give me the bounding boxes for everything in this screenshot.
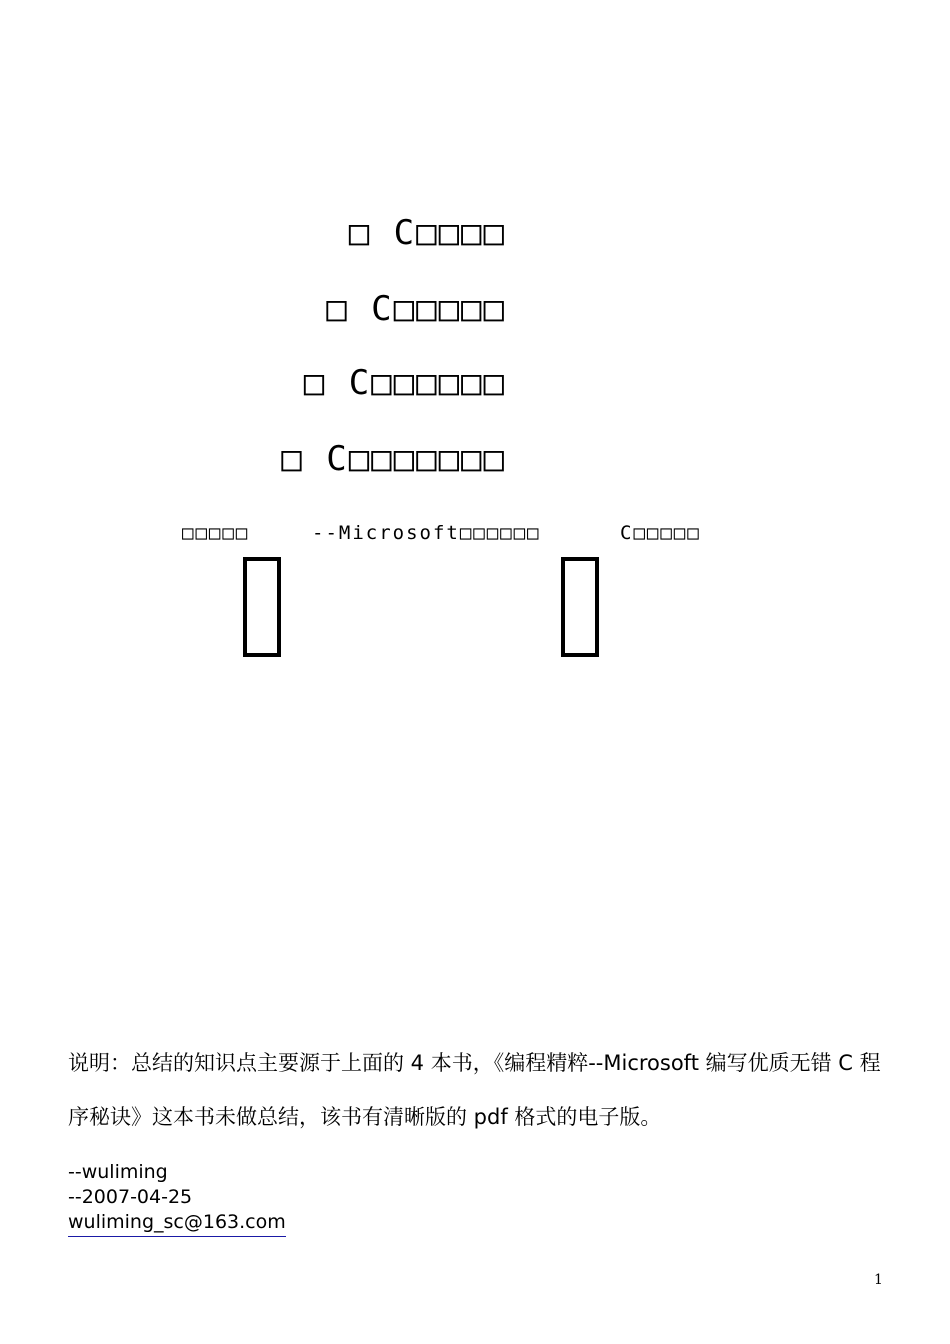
- explanation-note: 说明：总结的知识点主要源于上面的 4 本书，《编程精粹--Microsoft 编写优质无错 C 程序秘诀》这本书未做总结，该书有清晰版的 pdf 格式的电子版。: [68, 1051, 881, 1129]
- subtitle-left: □□□□□: [182, 522, 250, 544]
- author-name: --wuliming: [68, 1161, 168, 1183]
- missing-glyph-box-left: [243, 557, 281, 657]
- book-title-2: □ C□□□□□: [326, 289, 506, 329]
- book-title-4: □ C□□□□□□□: [281, 439, 506, 479]
- book-title-3: □ C□□□□□□: [303, 363, 506, 403]
- missing-glyph-box-right: [561, 557, 599, 657]
- author-date: --2007-04-25: [68, 1186, 193, 1208]
- page-number: 1: [874, 1272, 883, 1288]
- book-title-1: □ C□□□□: [348, 213, 506, 253]
- subtitle-right: C□□□□□: [620, 522, 701, 544]
- author-email-link[interactable]: wuliming_sc@163.com: [68, 1210, 286, 1237]
- subtitle-middle: --Microsoft□□□□□□: [312, 522, 541, 544]
